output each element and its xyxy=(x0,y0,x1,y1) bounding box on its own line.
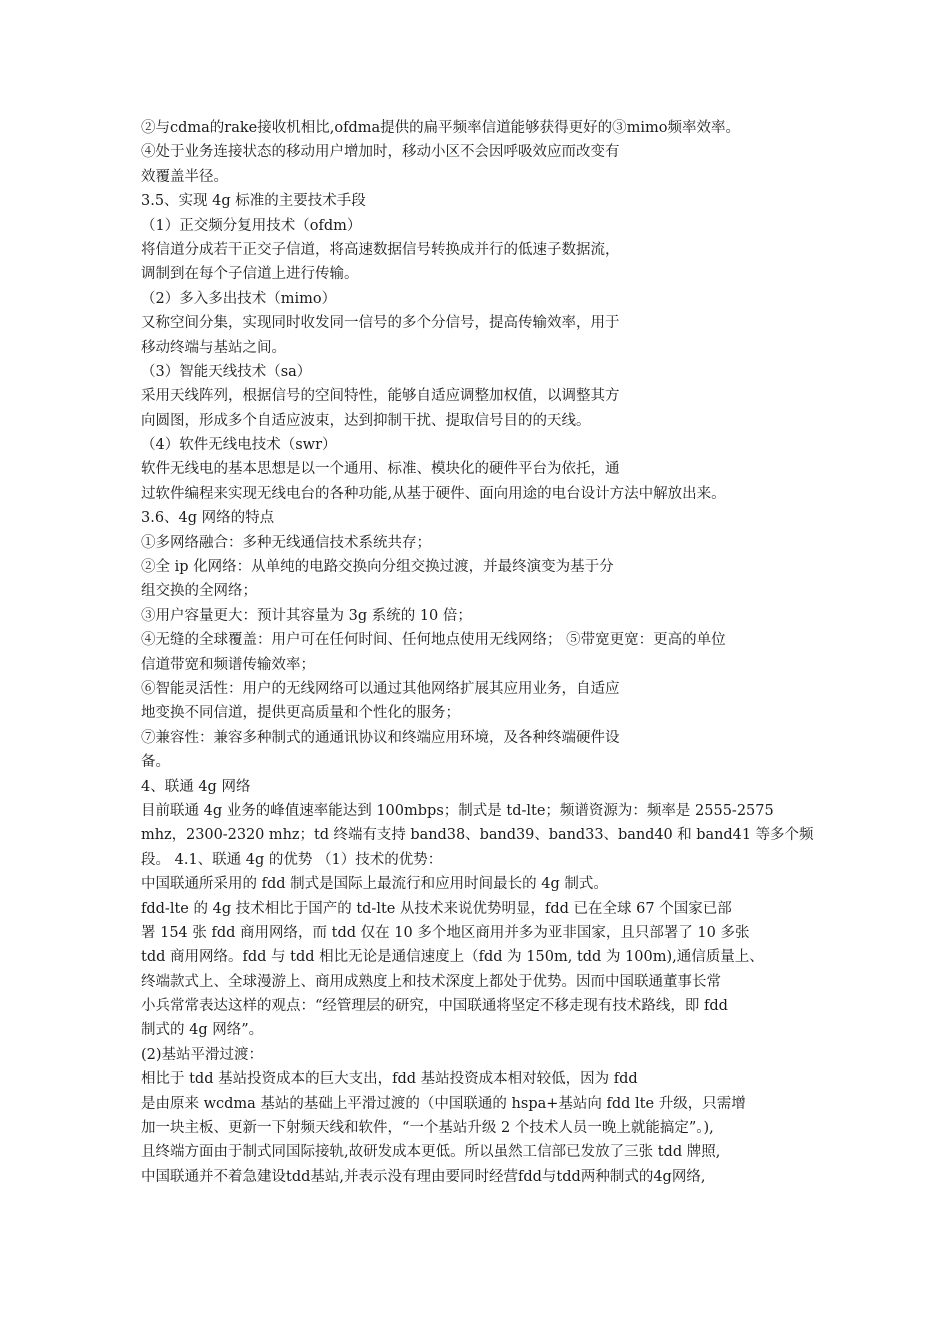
text-line: ④处于业务连接状态的移动用户增加时，移动小区不会因呼吸效应而改变有 xyxy=(141,144,620,161)
text-line: 是由原来 wcdma 基站的基础上平滑过渡的（中国联通的 hspa+基站向 fdd lte 升级，只需增 xyxy=(141,1095,746,1112)
text-line: ⑦兼容性：兼容多种制式的通通讯协议和终端应用环境，及各种终端硬件设 xyxy=(141,729,620,746)
text-line: 向圆图，形成多个自适应波束，达到抑制干扰、提取信号目的的天线。 xyxy=(141,412,591,429)
text-line: （1）正交频分复用技术（ofdm） xyxy=(141,217,362,234)
text-line: fdd-lte 的 4g 技术相比于国产的 td-lte 从技术来说优势明显，fdd 已在全球 67 个国家已部 xyxy=(141,900,732,917)
document-body xyxy=(141,116,813,1189)
text-line: 3.6、4g 网络的特点 xyxy=(141,510,275,527)
text-line: 调制到在每个子信道上进行传输。 xyxy=(141,266,359,283)
text-line: (2)基站平滑过渡： xyxy=(141,1046,264,1063)
text-line: 加一块主板、更新一下射频天线和软件，“一个基站升级 2 个技术人员一晚上就能搞定”。), xyxy=(141,1120,714,1137)
text-line: ①多网络融合：多种无线通信技术系统共存； xyxy=(141,534,431,551)
text-line: 署 154 张 fdd 商用网络，而 tdd 仅在 10 多个地区商用并多为亚非国家，且只部署了 10 多张 xyxy=(141,924,750,941)
text-line: 制式的 4g 网络”。 xyxy=(141,1022,264,1039)
text-line: 3.5、实现 4g 标准的主要技术手段 xyxy=(141,193,366,210)
text-line: mhz，2300-2320 mhz；td 终端有支持 band38、band39、band33、band40 和 band41 等多个频 xyxy=(141,827,813,844)
text-line: （3）智能天线技术（sa） xyxy=(141,363,312,380)
text-line: 4、联通 4g 网络 xyxy=(141,778,251,795)
text-line: ⑥智能灵活性：用户的无线网络可以通过其他网络扩展其应用业务，自适应 xyxy=(141,680,620,697)
text-line: 将信道分成若干正交子信道，将高速数据信号转换成并行的低速子数据流， xyxy=(141,241,620,258)
text-line: 组交换的全网络； xyxy=(141,583,257,600)
text-line: 且终端方面由于制式同国际接轨,故研发成本更低。所以虽然工信部已发放了三张 tdd 牌照, xyxy=(141,1144,721,1161)
text-line: 软件无线电的基本思想是以一个通用、标准、模块化的硬件平台为依托，通 xyxy=(141,461,620,478)
text-line: 段。 4.1、联通 4g 的优势 （1）技术的优势： xyxy=(141,851,443,868)
text-line: ②与cdma的rake接收机相比,ofdma提供的扁平频率信道能够获得更好的③mimo频率效率。 xyxy=(141,120,740,136)
text-line: 备。 xyxy=(141,754,170,771)
text-line: 过软件编程来实现无线电台的各种功能,从基于硬件、面向用途的电台设计方法中解放出来。 xyxy=(141,485,726,502)
text-line: 信道带宽和频谱传输效率； xyxy=(141,656,315,673)
text-line: 采用天线阵列，根据信号的空间特性，能够自适应调整加权值，以调整其方 xyxy=(141,388,620,405)
text-line: 小兵常常表达这样的观点：“经管理层的研究，中国联通将坚定不移走现有技术路线，即 fdd xyxy=(141,998,728,1015)
text-line: 又称空间分集，实现同时收发同一信号的多个分信号，提高传输效率，用于 xyxy=(141,315,620,332)
text-line: ③用户容量更大：预计其容量为 3g 系统的 10 倍； xyxy=(141,607,472,624)
text-line: 终端款式上、全球漫游上、商用成熟度上和技术深度上都处于优势。因而中国联通董事长常 xyxy=(141,973,721,990)
text-line: 相比于 tdd 基站投资成本的巨大支出，fdd 基站投资成本相对较低，因为 fdd xyxy=(141,1071,638,1088)
text-line: ④无缝的全球覆盖：用户可在任何时间、任何地点使用无线网络； ⑤带宽更宽：更高的单位 xyxy=(141,632,726,649)
text-line: 目前联通 4g 业务的峰值速率能达到 100mbps；制式是 td-lte；频谱资源为：频率是 2555-2575 xyxy=(141,802,774,819)
text-line: tdd 商用网络。fdd 与 tdd 相比无论是通信速度上（fdd 为 150m, tdd 为 100m),通信质量上、 xyxy=(141,949,764,966)
text-line: 中国联通所采用的 fdd 制式是国际上最流行和应用时间最长的 4g 制式。 xyxy=(141,876,608,893)
text-line: （4）软件无线电技术（swr） xyxy=(141,437,337,454)
text-line: 中国联通并不着急建设tdd基站,并表示没有理由要同时经营fdd与tdd两种制式的4g网络, xyxy=(141,1168,706,1185)
text-line: ②全 ip 化网络：从单纯的电路交换向分组交换过渡，并最终演变为基于分 xyxy=(141,559,614,576)
text-line: 地变换不同信道，提供更高质量和个性化的服务； xyxy=(141,705,460,722)
text-line: 效覆盖半径。 xyxy=(141,168,228,185)
text-line: （2）多入多出技术（mimo） xyxy=(141,290,337,307)
text-line: 移动终端与基站之间。 xyxy=(141,339,286,356)
